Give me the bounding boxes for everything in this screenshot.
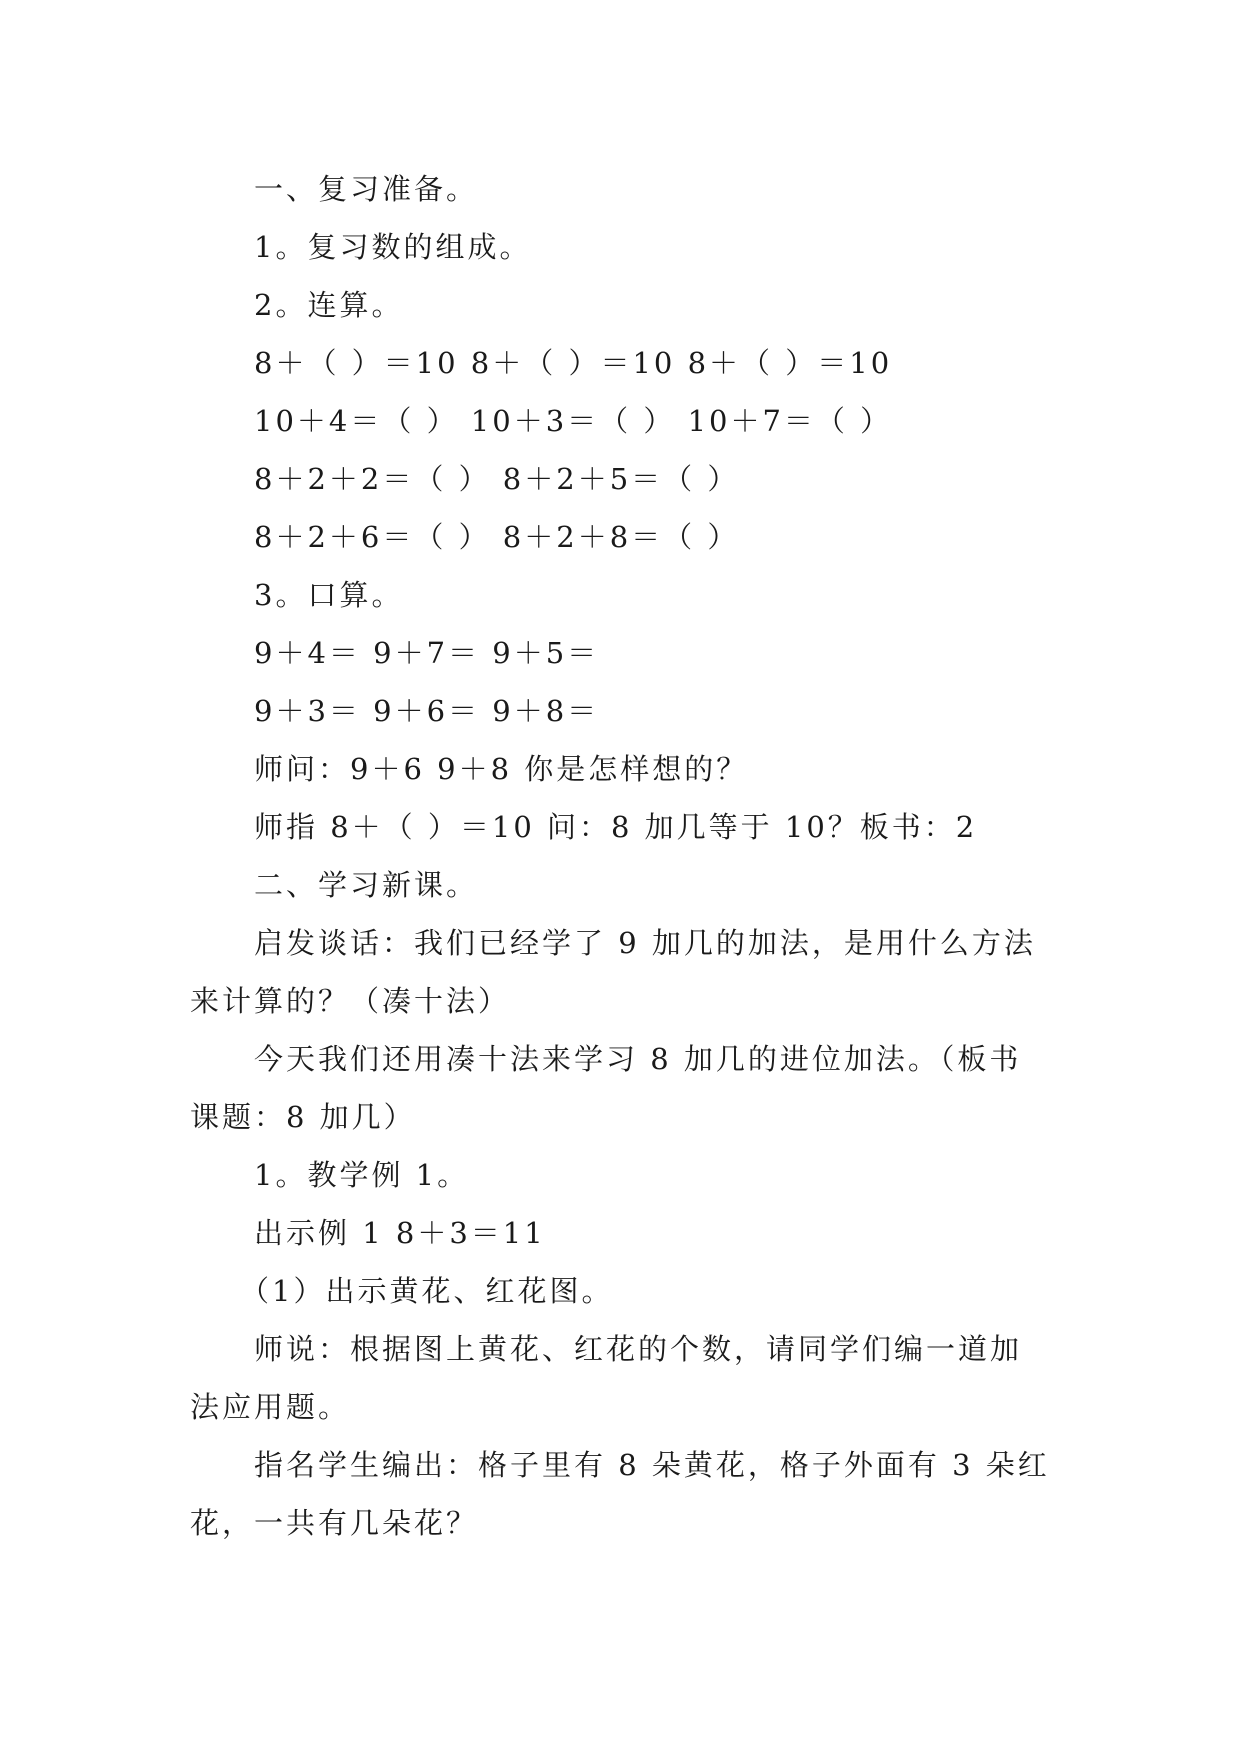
review-item-3: 3。口算。 <box>254 578 404 612</box>
exercise-line: 9＋3＝ 9＋6＝ 9＋8＝ <box>254 694 600 728</box>
paragraph-line: 师问：9＋6 9＋8 你是怎样想的？ <box>254 752 749 786</box>
document-body <box>190 160 1060 1552</box>
exercise-line: 9＋4＝ 9＋7＝ 9＋5＝ <box>254 636 600 670</box>
exercise-line: 8＋2＋6＝（ ） 8＋2＋8＝（ ） <box>254 520 740 554</box>
subsection-heading: 1。教学例 1。 <box>254 1158 470 1192</box>
section-heading-new-lesson: 二、学习新课。 <box>254 868 479 902</box>
section-heading-review: 一、复习准备。 <box>254 172 479 206</box>
exercise-line: 8＋2＋2＝（ ） 8＋2＋5＝（ ） <box>254 462 740 496</box>
paragraph-line: 法应用题。 <box>190 1390 351 1424</box>
paragraph-line: 出示例 1 8＋3＝11 <box>254 1216 546 1250</box>
paragraph-line: 课题：8 加几） <box>190 1100 416 1134</box>
paragraph-line: 师说：根据图上黄花、红花的个数，请同学们编一道加 <box>254 1332 1023 1366</box>
paragraph-line: 师指 8＋（ ）＝10 问：8 加几等于 10？板书：2 <box>254 810 978 844</box>
paragraph-line: 启发谈话：我们已经学了 9 加几的加法，是用什么方法 <box>254 926 1036 960</box>
paragraph-line: （1）出示黄花、红花图。 <box>240 1274 614 1308</box>
paragraph-line: 指名学生编出：格子里有 8 朵黄花，格子外面有 3 朵红 <box>254 1448 1050 1482</box>
review-item-1: 1。复习数的组成。 <box>254 230 532 264</box>
exercise-line: 10＋4＝（ ） 10＋3＝（ ） 10＋7＝（ ） <box>254 404 893 438</box>
paragraph-line: 花，一共有几朵花？ <box>190 1506 479 1540</box>
review-item-2: 2。连算。 <box>254 288 404 322</box>
paragraph-line: 今天我们还用凑十法来学习 8 加几的进位加法。（板书 <box>254 1042 1022 1076</box>
exercise-line: 8＋（ ）＝10 8＋（ ）＝10 8＋（ ）＝10 <box>254 346 893 380</box>
paragraph-line: 来计算的？（凑十法） <box>190 984 511 1018</box>
